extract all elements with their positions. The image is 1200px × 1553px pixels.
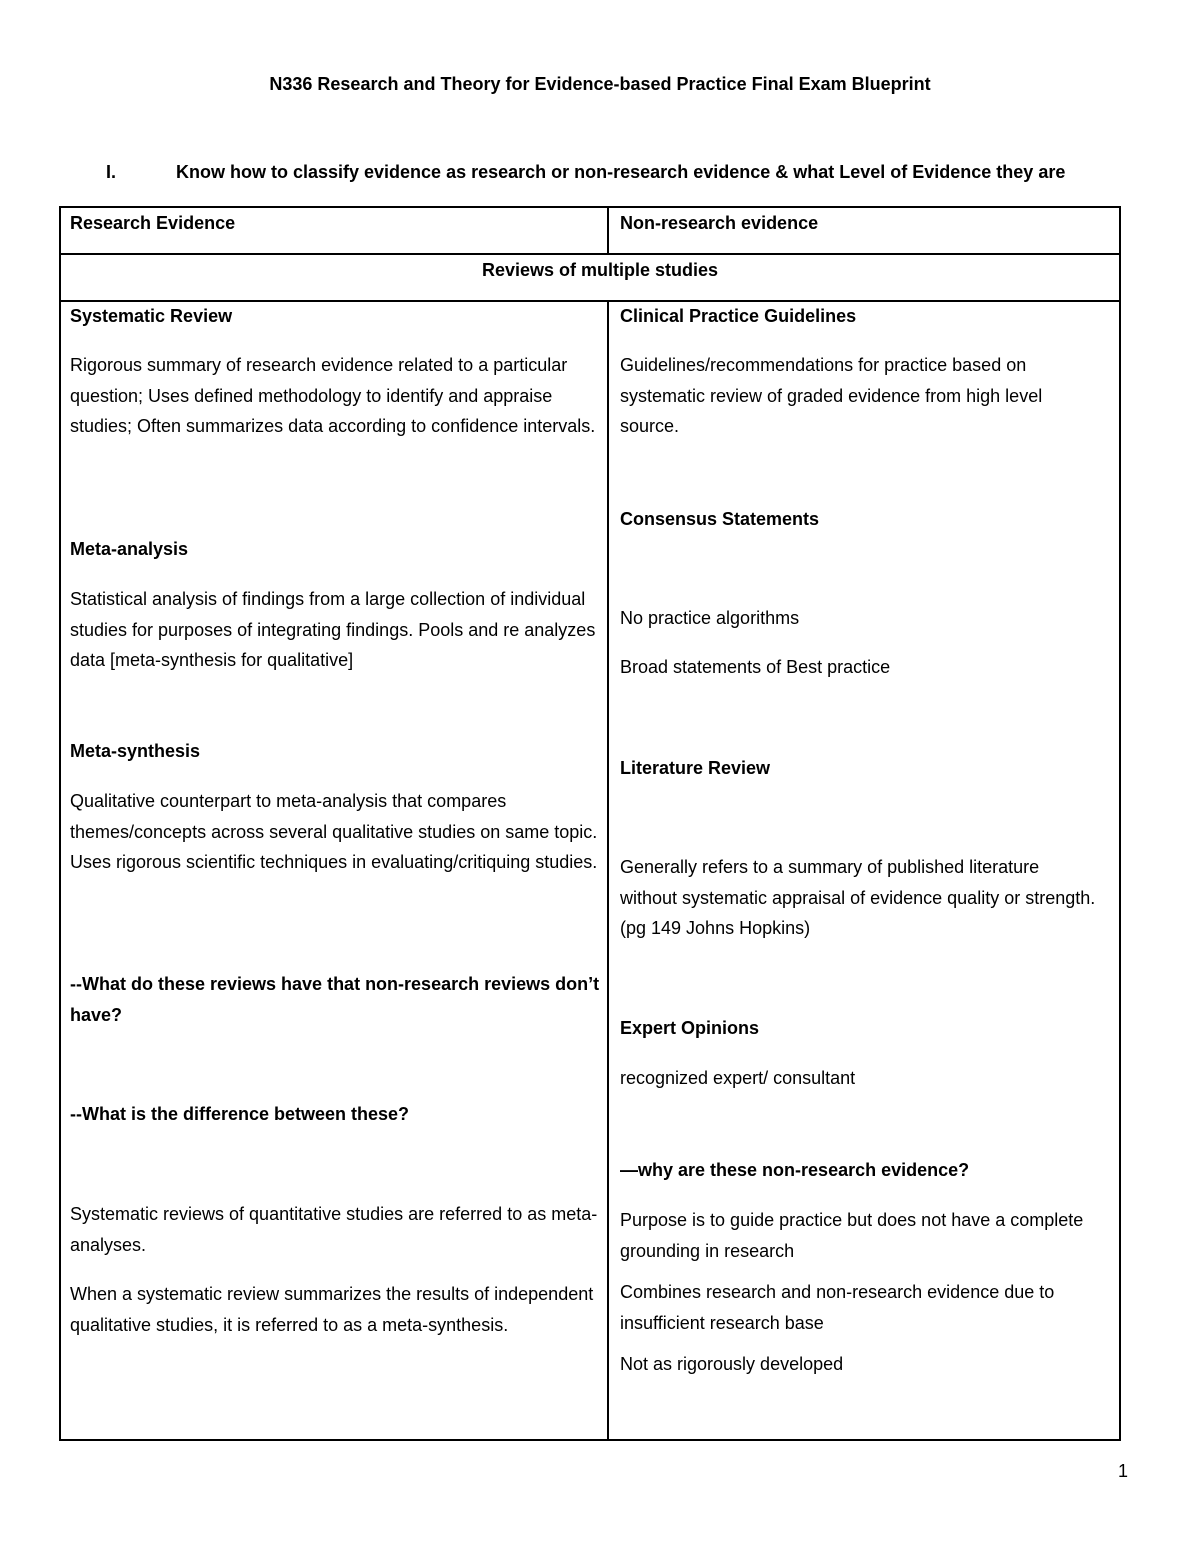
systematic-review-heading: Systematic Review (70, 306, 233, 326)
why-point-combines: Combines research and non-research evidence due to insufficient research base (620, 1282, 1055, 1333)
systematic-review-text: Rigorous summary of research evidence related to a particular question; Uses defined methodology to identify and appraise studies; Often summarizes data according to confidence intervals. (70, 355, 596, 436)
section-heading: Know how to classify evidence as research or non-research evidence & what Level of Evidence they are (176, 162, 1066, 182)
meta-analysis-heading: Meta-analysis (70, 539, 189, 559)
consensus-point-algorithms: No practice algorithms (620, 608, 800, 628)
column-header-research: Research Evidence (70, 213, 236, 233)
column-divider-body (607, 300, 609, 1441)
consensus-point-best-practice: Broad statements of Best practice (620, 657, 891, 677)
why-point-rigor: Not as rigorously developed (620, 1354, 844, 1374)
section-number: I. (106, 162, 117, 182)
column-divider-top (607, 206, 609, 255)
meta-analysis-text: Statistical analysis of findings from a large collection of individual studies for purposes of integrating findings. Pools and re analyzes data [meta-synthesis for qualitative] (70, 589, 596, 670)
page-number: 1 (1118, 1461, 1129, 1481)
band-row-divider (59, 300, 1121, 302)
question-what-reviews-have: --What do these reviews have that non-research reviews don’t have? (70, 974, 600, 1025)
answer-meta-synthesis: When a systematic review summarizes the results of independent qualitative studies, it is referred to as a meta-synthesis. (70, 1284, 594, 1335)
question-difference: --What is the difference between these? (70, 1104, 410, 1124)
band-label: Reviews of multiple studies (481, 260, 719, 280)
document-title: N336 Research and Theory for Evidence-based Practice Final Exam Blueprint (269, 74, 931, 94)
why-non-research-question: —why are these non-research evidence? (620, 1160, 970, 1180)
clinical-practice-guidelines-text: Guidelines/recommendations for practice based on systematic review of graded evidence from high level source. (620, 355, 1043, 436)
consensus-statements-heading: Consensus Statements (620, 509, 820, 529)
meta-synthesis-heading: Meta-synthesis (70, 741, 201, 761)
answer-meta-analyses: Systematic reviews of quantitative studies are referred to as meta-analyses. (70, 1204, 598, 1255)
clinical-practice-guidelines-heading: Clinical Practice Guidelines (620, 306, 857, 326)
literature-review-text: Generally refers to a summary of published literature without systematic appraisal of evidence quality or strength. (pg 149 Johns Hopkins) (620, 857, 1096, 938)
literature-review-heading: Literature Review (620, 758, 771, 778)
column-header-non-research: Non-research evidence (620, 213, 819, 233)
meta-synthesis-text: Qualitative counterpart to meta-analysis that compares themes/concepts across several qualitative studies on same topic. Uses rigorous scientific techniques in evaluating/critiquing studies. (70, 791, 598, 872)
expert-opinions-heading: Expert Opinions (620, 1018, 760, 1038)
header-row-divider (59, 253, 1121, 255)
expert-opinions-text: recognized expert/ consultant (620, 1068, 856, 1088)
why-point-purpose: Purpose is to guide practice but does not have a complete grounding in research (620, 1210, 1084, 1261)
